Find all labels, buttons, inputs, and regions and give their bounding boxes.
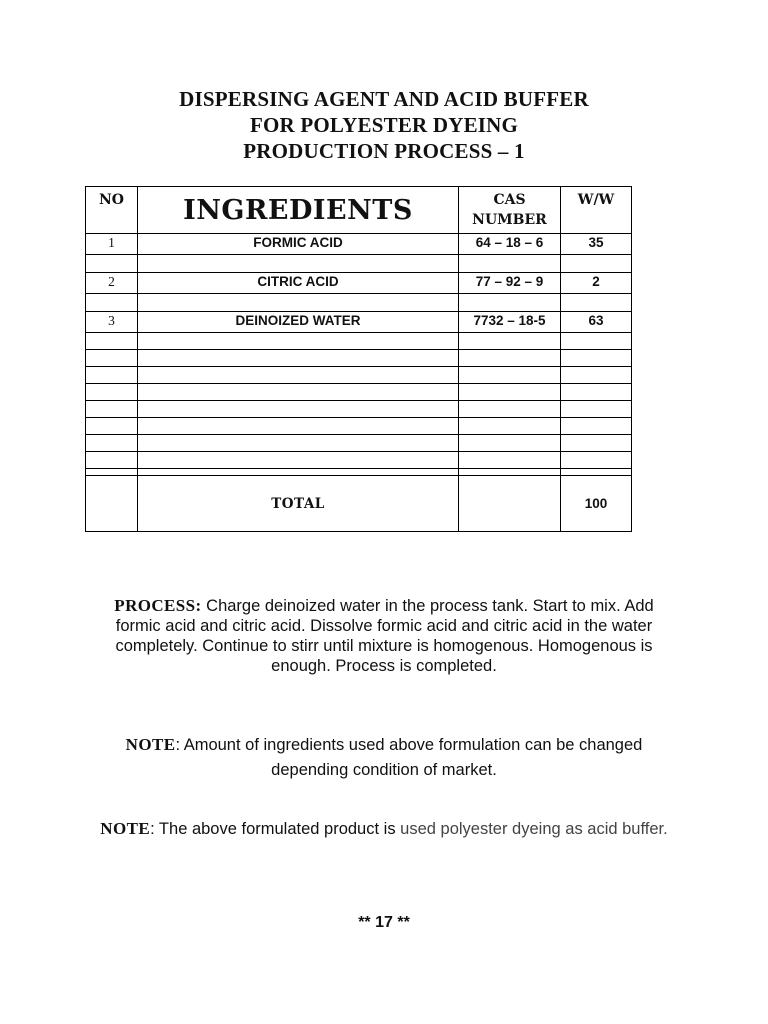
ingredient-name: CITRIC ACID [138, 273, 459, 294]
page-number: ** 17 ** [358, 914, 410, 931]
table-row-empty [86, 435, 632, 452]
table-total-row [86, 476, 632, 532]
process-text: Charge deinoized water in the process tank. Start to mix. Add formic acid and citric acid. Dissolve formic acid and citric acid in the water completely. Continue to stirr until mixture is homogenous. Homogenous is enough. Process is completed. [115, 597, 654, 675]
title-line-1: DISPERSING AGENT AND ACID BUFFER [179, 87, 589, 111]
total-label: TOTAL [138, 476, 459, 532]
total-value: 100 [561, 476, 632, 532]
title-line-2: FOR POLYESTER DYEING [249, 113, 519, 137]
table-row-empty [86, 350, 632, 367]
note-paragraph-1 [90, 732, 678, 783]
table-row-empty [86, 367, 632, 384]
row-number: 3 [86, 312, 138, 333]
table-row-empty [86, 333, 632, 350]
header-ingredients: INGREDIENTS [138, 187, 459, 234]
note-paragraph-2 [90, 817, 678, 841]
table-row-empty [86, 418, 632, 435]
note-text-highlight: used polyester dyeing as acid buffer. [400, 820, 668, 838]
row-number: 2 [86, 273, 138, 294]
table-row-empty [86, 255, 632, 273]
cas-number: 7732 – 18-5 [459, 312, 561, 333]
row-number: 1 [86, 234, 138, 255]
ingredient-name: FORMIC ACID [138, 234, 459, 255]
process-paragraph [90, 596, 678, 676]
document-title [0, 86, 768, 164]
cas-number: 77 – 92 – 9 [459, 273, 561, 294]
note-label: NOTE [100, 819, 151, 838]
table-row-empty [86, 469, 632, 476]
ingredient-name: DEINOIZED WATER [138, 312, 459, 333]
table-row-empty [86, 384, 632, 401]
process-label: PROCESS: [114, 596, 202, 615]
ww-value: 63 [561, 312, 632, 333]
note-label: NOTE [125, 735, 176, 754]
ww-value: 35 [561, 234, 632, 255]
cas-number: 64 – 18 – 6 [459, 234, 561, 255]
table-row [86, 273, 632, 294]
table-row-empty [86, 294, 632, 312]
table-header-row [86, 187, 632, 234]
table-row-empty [86, 452, 632, 469]
ww-value: 2 [561, 273, 632, 294]
ingredients-table [85, 186, 632, 532]
note-text: : Amount of ingredients used above formulation can be changed depending condition of market. [175, 736, 643, 779]
table-row [86, 312, 632, 333]
table-row [86, 234, 632, 255]
header-ww: W/W [561, 187, 632, 234]
title-line-3: PRODUCTION PROCESS – 1 [243, 139, 525, 163]
header-cas-number: CAS NUMBER [459, 187, 561, 234]
note-text: : The above formulated product is [150, 820, 401, 838]
table-row-empty [86, 401, 632, 418]
header-no: NO [86, 187, 138, 234]
